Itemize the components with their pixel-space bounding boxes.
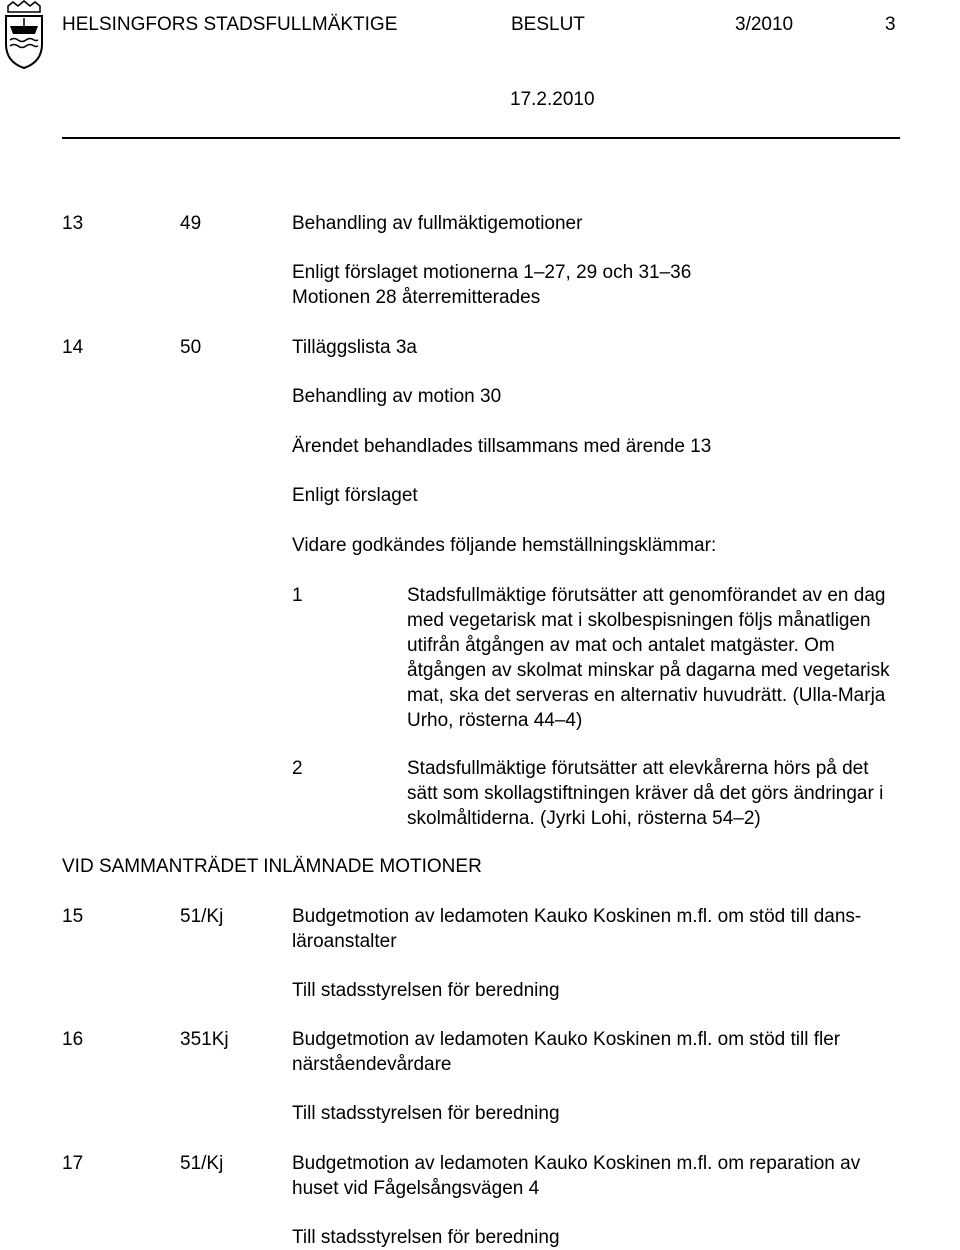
motion-15-number: 15	[62, 906, 84, 927]
item-14-decision: Enligt förslaget	[292, 485, 418, 506]
motion-16-section: 351Kj	[180, 1029, 229, 1050]
header-date: 17.2.2010	[510, 89, 595, 110]
motion-16-title-line-2: närståendevårdare	[292, 1054, 452, 1075]
item-14-section: 50	[180, 337, 202, 358]
item-14-clauses-intro: Vidare godkändes följande hemställningsklämmar:	[292, 535, 717, 556]
item-13-number: 13	[62, 213, 84, 234]
clause-2-line: skolmåltiderna. (Jyrki Lohi, rösterna 54–2)	[407, 808, 761, 829]
motion-15-referral: Till stadsstyrelsen för beredning	[292, 980, 560, 1001]
motion-15-title-line-1: Budgetmotion av ledamoten Kauko Koskinen m.fl. om stöd till dans-	[292, 906, 862, 927]
motion-15-title-line-2: läroanstalter	[292, 931, 397, 952]
clause-1-line: med vegetarisk mat i skolbespisningen följs månatligen	[407, 610, 871, 631]
clause-1-line: åtgången av skolmat minskar på dagarna med vegetarisk	[407, 660, 890, 681]
city-crest-icon	[2, 0, 46, 70]
clause-2-line: Stadsfullmäktige förutsätter att elevkårerna hörs på det	[407, 758, 869, 779]
item-14-note: Ärendet behandlades tillsammans med ärende 13	[292, 436, 712, 457]
header-doc-type: BESLUT	[511, 14, 585, 35]
motion-17-number: 17	[62, 1153, 84, 1174]
clause-1-line: mat, ska det serveras en alternativ huvudrätt. (Ulla-Marja	[407, 685, 886, 706]
item-13-decision-line-2: Motionen 28 återremitterades	[292, 287, 541, 308]
header-divider	[62, 137, 900, 139]
motion-15-section: 51/Kj	[180, 906, 224, 927]
clause-1-number: 1	[292, 585, 303, 606]
clause-1-line: utifrån åtgången av mat och antalet matgäster. Om	[407, 635, 835, 656]
header-page-number: 3	[885, 14, 896, 35]
clause-1-line: Stadsfullmäktige förutsätter att genomförandet av en dag	[407, 585, 886, 606]
clause-1-line: Urho, rösterna 44–4)	[407, 710, 583, 731]
header-doc-number: 3/2010	[735, 14, 794, 35]
item-13-title: Behandling av fullmäktigemotioner	[292, 213, 583, 234]
header-org: HELSINGFORS STADSFULLMÄKTIGE	[62, 14, 398, 35]
item-13-section: 49	[180, 213, 202, 234]
item-14-title: Tilläggslista 3a	[292, 337, 417, 358]
motions-heading: VID SAMMANTRÄDET INLÄMNADE MOTIONER	[62, 856, 482, 877]
item-14-number: 14	[62, 337, 84, 358]
clause-2-line: sätt som skollagstiftningen kräver då det görs ändringar i	[407, 783, 884, 804]
motion-16-referral: Till stadsstyrelsen för beredning	[292, 1103, 560, 1124]
motion-17-title-line-1: Budgetmotion av ledamoten Kauko Koskinen m.fl. om reparation av	[292, 1153, 861, 1174]
motion-17-referral: Till stadsstyrelsen för beredning	[292, 1227, 560, 1248]
motion-16-number: 16	[62, 1029, 84, 1050]
item-14-subtitle: Behandling av motion 30	[292, 386, 502, 407]
motion-16-title-line-1: Budgetmotion av ledamoten Kauko Koskinen m.fl. om stöd till fler	[292, 1029, 841, 1050]
item-13-decision-line-1: Enligt förslaget motionerna 1–27, 29 och 31–36	[292, 262, 692, 283]
motion-17-title-line-2: huset vid Fågelsångsvägen 4	[292, 1178, 540, 1199]
motion-17-section: 51/Kj	[180, 1153, 224, 1174]
clause-2-number: 2	[292, 758, 303, 779]
